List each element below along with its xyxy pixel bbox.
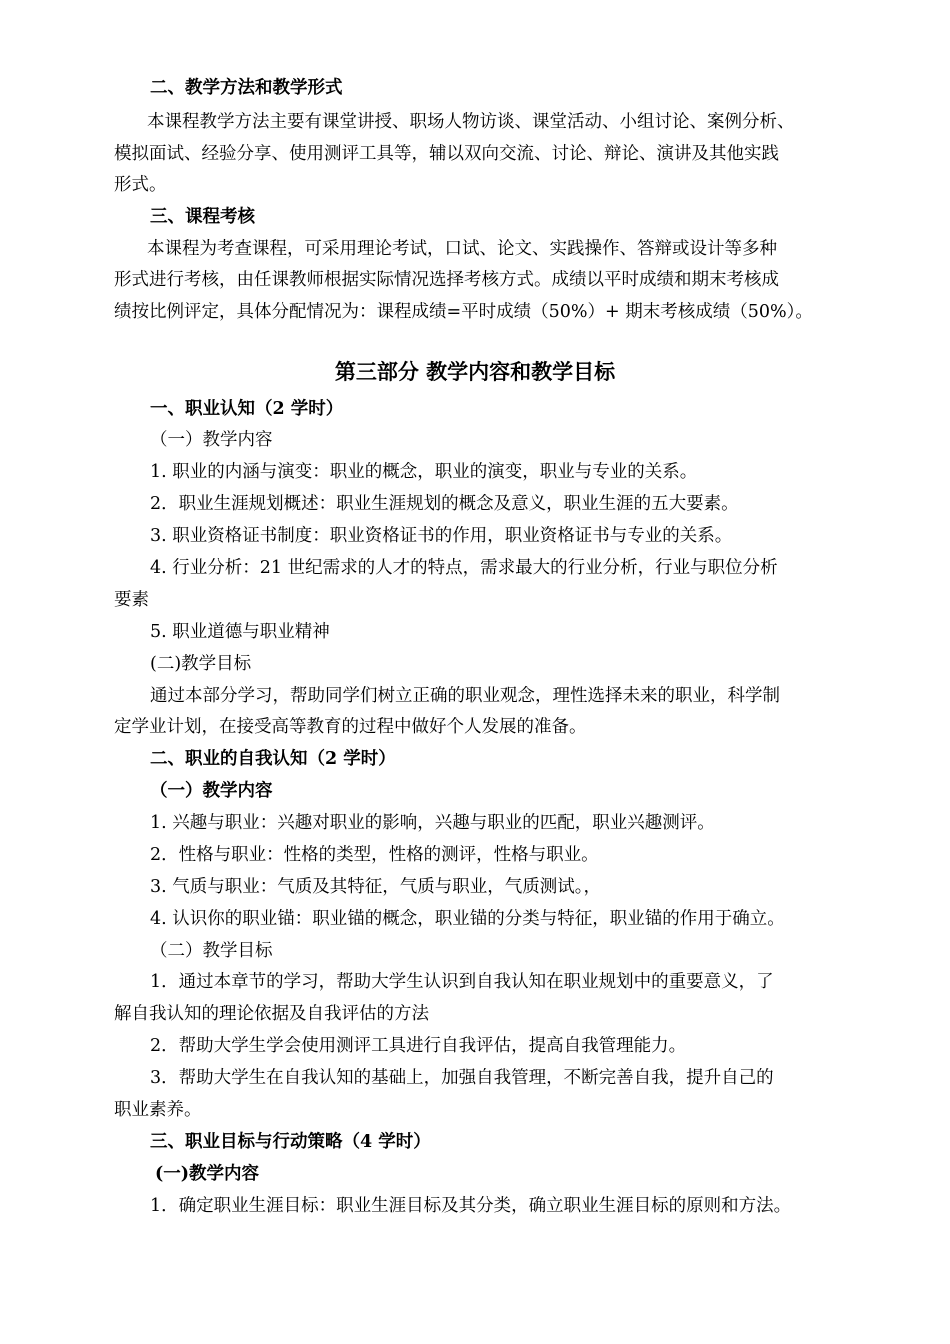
paragraph-line: 模拟面试、经验分享、使用测评工具等，辅以双向交流、讨论、辩论、演讲及其他实践 [114, 144, 779, 164]
list-item: 3. 气质与职业：气质及其特征，气质与职业，气质测试。， [150, 877, 602, 897]
list-item: 4. 认识你的职业锚：职业锚的概念，职业锚的分类与特征，职业锚的作用于确立。 [150, 909, 785, 929]
list-item: 1. 兴趣与职业：兴趣对职业的影响，兴趣与职业的匹配，职业兴趣测评。 [150, 813, 715, 833]
paragraph-line: 形式进行考核，由任课教师根据实际情况选择考核方式。成绩以平时成绩和期末考核成 [114, 270, 779, 290]
list-item-continuation: 要素 [114, 590, 149, 610]
list-item: 1．确定职业生涯目标：职业生涯目标及其分类，确立职业生涯目标的原则和方法。 [150, 1196, 792, 1216]
section-heading-career-goals: 三、职业目标与行动策略（4 学时） [150, 1132, 431, 1152]
paragraph-line: 职业素养。 [114, 1100, 202, 1120]
subheading: （一）教学内容 [150, 430, 273, 450]
paragraph-line: 3．帮助大学生在自我认知的基础上，加强自我管理，不断完善自我，提升自己的 [150, 1068, 774, 1088]
part-title: 第三部分 教学内容和教学目标 [334, 359, 616, 384]
list-item: 5. 职业道德与职业精神 [150, 622, 330, 642]
subheading: (一)教学内容 [155, 1164, 260, 1184]
section-heading-teaching-methods: 二、教学方法和教学形式 [150, 78, 343, 98]
paragraph-line: 通过本部分学习，帮助同学们树立正确的职业观念，理性选择未来的职业，科学制 [150, 686, 780, 706]
paragraph-line: 本课程教学方法主要有课堂讲授、职场人物访谈、课堂活动、小组讨论、案例分析、 [147, 112, 795, 132]
section-heading-course-assessment: 三、课程考核 [150, 207, 255, 227]
paragraph-line: 1．通过本章节的学习，帮助大学生认识到自我认知在职业规划中的重要意义，了 [150, 972, 774, 992]
paragraph-line: 绩按比例评定，具体分配情况为：课程成绩=平时成绩（50%）+ 期末考核成绩（50%）。 [114, 302, 813, 322]
list-item: 3. 职业资格证书制度：职业资格证书的作用，职业资格证书与专业的关系。 [150, 526, 733, 546]
paragraph-line: 形式。 [114, 175, 167, 195]
subheading: （二）教学目标 [150, 941, 273, 961]
subheading: (二)教学目标 [150, 654, 252, 674]
paragraph-line: 2．帮助大学生学会使用测评工具进行自我评估，提高自我管理能力。 [150, 1036, 687, 1056]
subheading: （一）教学内容 [150, 781, 273, 801]
paragraph-line: 解自我认知的理论依据及自我评估的方法 [114, 1004, 429, 1024]
paragraph-line: 定学业计划，在接受高等教育的过程中做好个人发展的准备。 [114, 717, 587, 737]
paragraph-line: 本课程为考查课程，可采用理论考试，口试、论文、实践操作、答辩或设计等多种 [147, 239, 777, 259]
section-heading-career-cognition: 一、职业认知（2 学时） [150, 399, 344, 419]
list-item: 2．职业生涯规划概述：职业生涯规划的概念及意义，职业生涯的五大要素。 [150, 494, 739, 514]
list-item: 2．性格与职业：性格的类型，性格的测评，性格与职业。 [150, 845, 599, 865]
section-heading-self-cognition: 二、职业的自我认知（2 学时） [150, 749, 396, 769]
list-item: 1. 职业的内涵与演变：职业的概念，职业的演变，职业与专业的关系。 [150, 462, 698, 482]
list-item: 4. 行业分析：21 世纪需求的人才的特点，需求最大的行业分析，行业与职位分析 [150, 558, 778, 578]
